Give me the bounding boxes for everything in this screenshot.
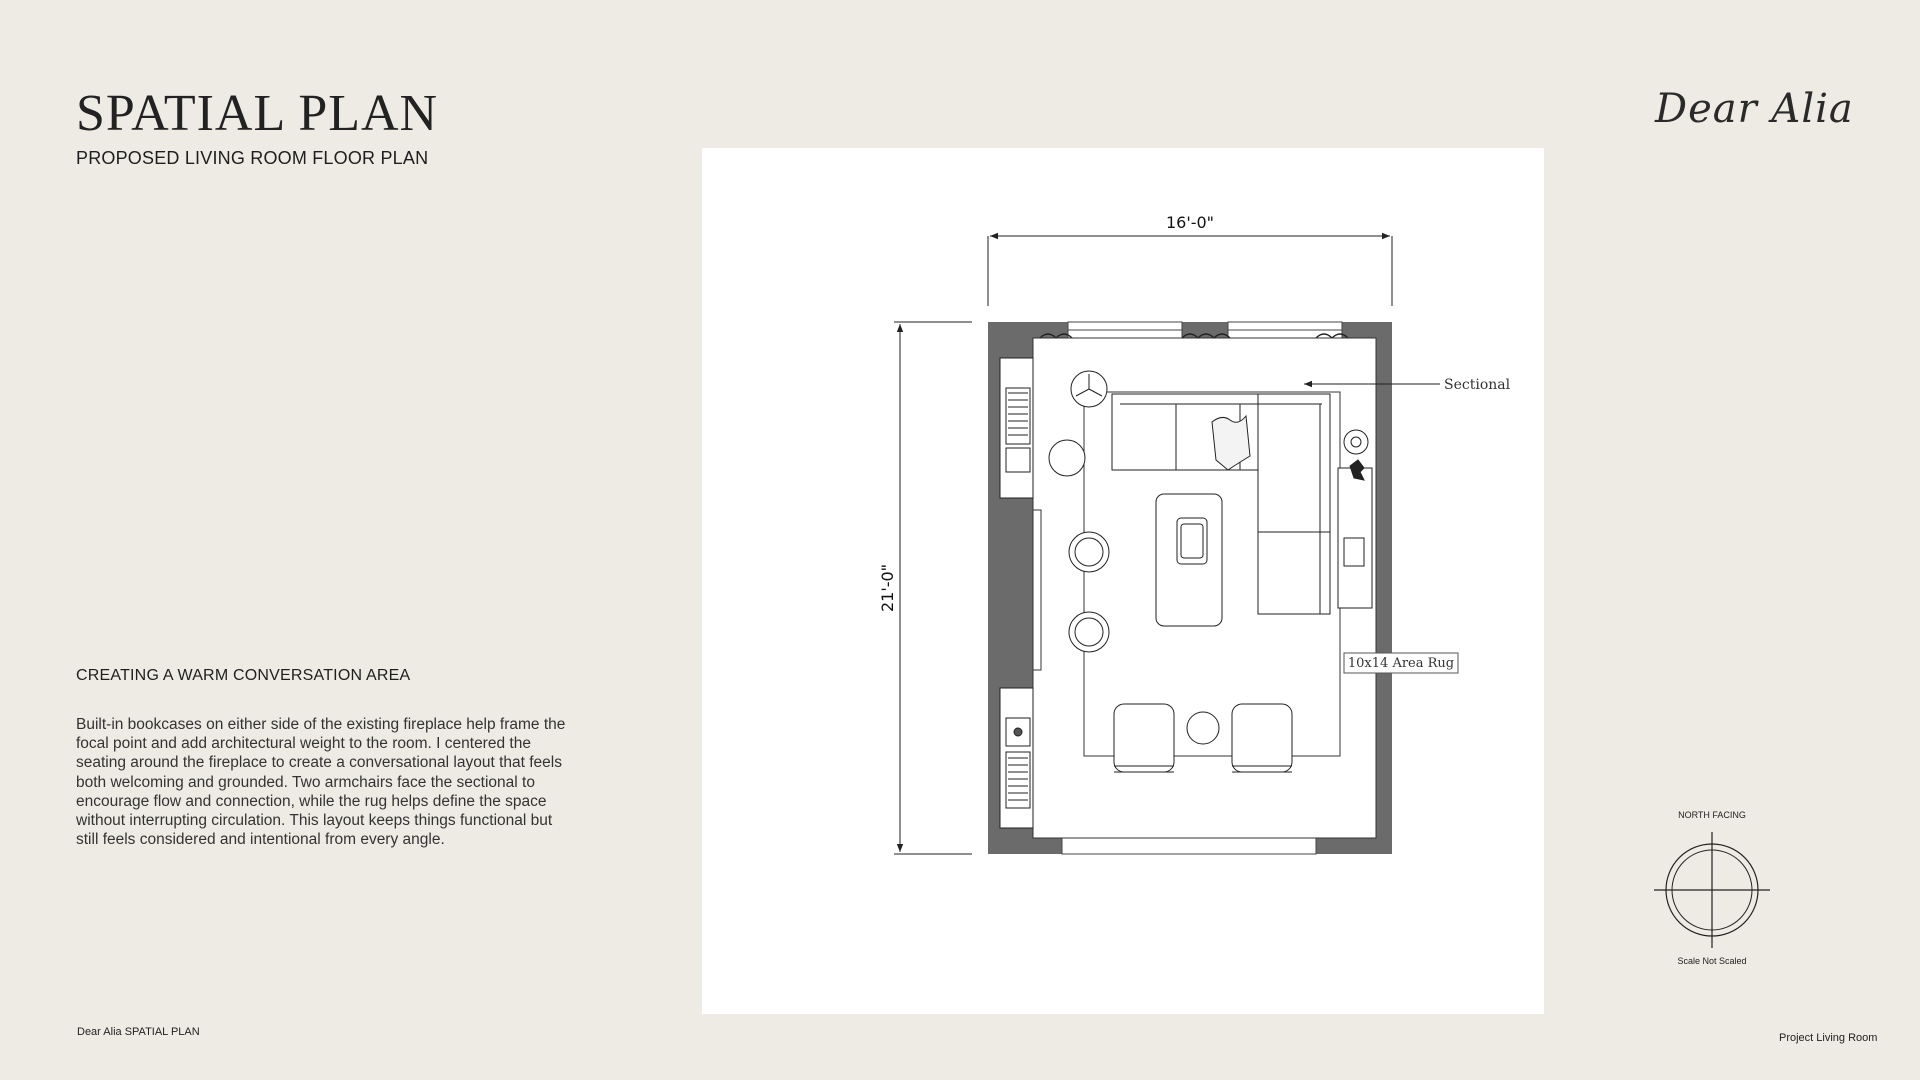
rug-label: 10x14 Area Rug xyxy=(1347,656,1455,671)
fireplace xyxy=(1033,510,1041,670)
height-dimension-label: 21'-0" xyxy=(878,563,897,613)
coffee-table xyxy=(1156,494,1222,626)
page-title: SPATIAL PLAN xyxy=(76,85,439,142)
page-subtitle: PROPOSED LIVING ROOM FLOOR PLAN xyxy=(76,148,429,168)
bookcase-upper xyxy=(1000,358,1033,498)
accent-table xyxy=(1187,712,1219,744)
height-dimension-line xyxy=(894,322,972,854)
compass-bottom-label: Scale Not Scaled xyxy=(1677,956,1747,966)
compass-top-label: NORTH FACING xyxy=(1678,810,1746,820)
floor-lamp xyxy=(1071,371,1107,407)
armchair-left xyxy=(1114,704,1174,772)
north-compass xyxy=(1650,810,1774,970)
stool-lower xyxy=(1069,612,1109,652)
width-dimension-line xyxy=(988,236,1392,306)
stool-upper xyxy=(1069,532,1109,572)
sectional-label: Sectional xyxy=(1444,377,1511,393)
footer-right: Project Living Room xyxy=(1779,1032,1878,1044)
floor-plan-panel xyxy=(702,148,1544,1014)
description-paragraph: Built-in bookcases on either side of the existing fireplace help frame the focal point and add architectural weight to the room. I centered the seating around the fireplace to create a conversational layout that feels both welcoming and grounded. Two armchairs face the sectional to encourage flow and connection, while the rug helps define the space without interrupting circulation. This layout keeps things functional but still feels considered and intentional from every angle. xyxy=(76,716,566,849)
brand-signature: Dear Alia xyxy=(1655,86,1854,132)
section-heading: CREATING A WARM CONVERSATION AREA xyxy=(76,667,411,684)
compass-icon xyxy=(1650,828,1774,952)
bookcase-lower xyxy=(1000,688,1033,828)
armchair-right xyxy=(1232,704,1292,772)
floor-plan-drawing xyxy=(702,148,1544,1014)
footer-left: Dear Alia SPATIAL PLAN xyxy=(77,1026,200,1038)
side-table xyxy=(1049,440,1085,476)
bottom-openings xyxy=(1062,838,1316,854)
width-dimension-label: 16'-0" xyxy=(1165,213,1215,232)
